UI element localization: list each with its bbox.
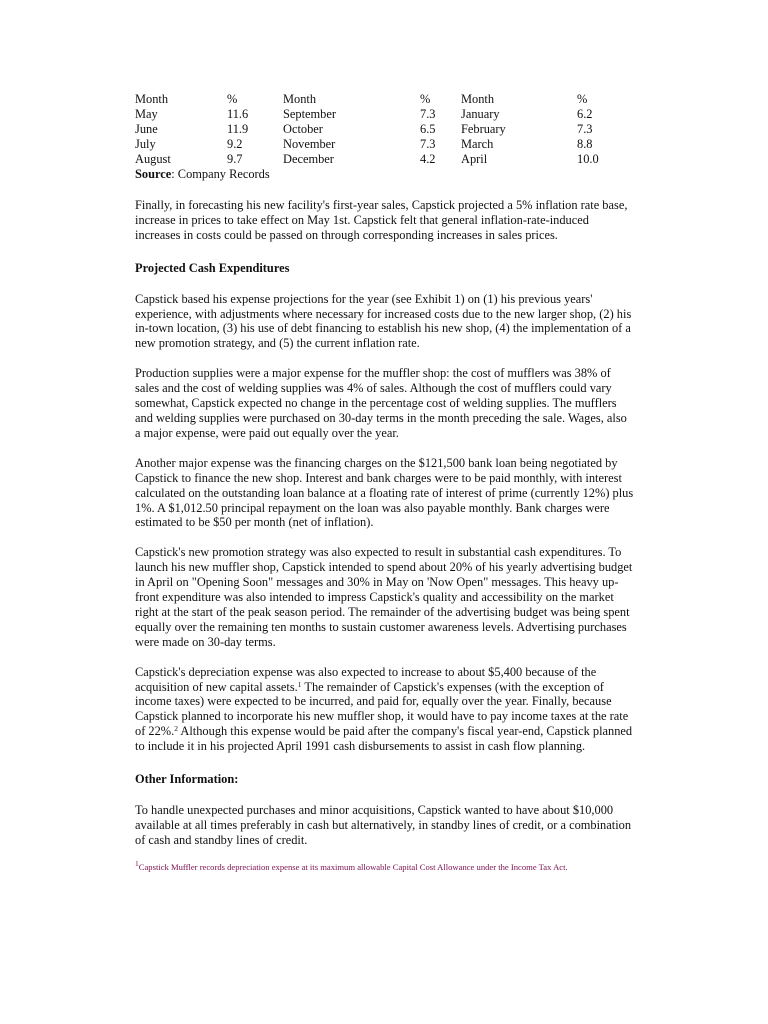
table-cell: 4.2 <box>420 151 436 166</box>
table-cell: 9.7 <box>227 151 243 166</box>
table-cell: 11.6 <box>227 106 249 121</box>
monthly-percentage-table <box>135 92 635 182</box>
table-column <box>461 92 506 166</box>
footnote-ref-2: 2 <box>174 724 178 734</box>
depreciation-text-b: The remainder of Capstick's expenses (with the exception of income taxes) were expected to be incurred, and paid for, equally over the year. Finally, because Capstick planned to incorporate his new muffler shop, it would have to pay income taxes at the rate of 22%. <box>135 679 629 739</box>
depreciation-text-c: Although this expense would be paid after the company's fiscal year-end, Capstick planned to include it in his projected April 1991 cash disbursements to assist in cash flow planning. <box>135 724 633 754</box>
table-cell: December <box>283 151 334 166</box>
table-header: % <box>227 92 238 106</box>
table-header: % <box>577 92 588 106</box>
financing-paragraph: Another major expense was the financing charges on the $121,500 bank loan being negotiated by Capstick to finance the new shop. Interest and bank charges were to be paid monthly, with interest calculated on the outstanding loan balance at a floating rate of interest of prime (currently 12%) plus 1%. A $1,012.50 principal repayment on the loan was also payable monthly. Bank charges were estimated to be $50 per month (net of inflation). <box>135 455 634 530</box>
table-cell: 9.2 <box>227 136 243 151</box>
table-header: Month <box>135 92 169 106</box>
table-cell: November <box>283 136 336 151</box>
document-page <box>135 92 635 873</box>
source-text: : Company Records <box>171 166 270 181</box>
depreciation-text-a: Capstick's depreciation expense was also expected to increase to about $5,400 because of the acquisition of new capital assets. <box>135 664 597 694</box>
table-column <box>577 92 599 166</box>
table-cell: 11.9 <box>227 121 249 136</box>
footnote-text: Capstick Muffler records depreciation expense at its maximum allowable Capital Cost Allowance under the Income Tax Act. <box>138 861 568 872</box>
table-column <box>420 92 436 166</box>
table-source <box>135 167 270 182</box>
table-column <box>227 92 248 166</box>
other-information-heading: Other Information: <box>135 772 239 787</box>
footnote-ref-1: 1 <box>297 679 302 689</box>
table-cell: 7.3 <box>420 106 436 121</box>
table-cell: June <box>135 121 158 136</box>
depreciation-paragraph <box>135 665 635 754</box>
table-cell: 7.3 <box>420 136 436 151</box>
table-cell: 10.0 <box>577 151 599 166</box>
table-cell: 7.3 <box>577 121 593 136</box>
table-cell: 6.2 <box>577 106 593 121</box>
table-header: Month <box>461 92 495 106</box>
table-cell: August <box>135 151 171 166</box>
unexpected-purchases-paragraph: To handle unexpected purchases and minor acquisitions, Capstick wanted to have about $10,000 available at all times preferably in cash but alternatively, in standby lines of credit, or a combination of cash and standby lines of credit. <box>135 803 632 847</box>
table-cell: September <box>283 106 336 121</box>
forecast-paragraph: Finally, in forecasting his new facility's first-year sales, Capstick projected a 5% inflation rate base, increase in prices to take effect on May 1st. Capstick felt that general inflation-rate-induced increases in costs could be passed on through corresponding increases in sales prices. <box>135 198 628 242</box>
table-cell: February <box>461 121 506 136</box>
table-cell: March <box>461 136 494 151</box>
table-column <box>283 92 336 166</box>
table-cell: January <box>461 106 500 121</box>
table-cell: July <box>135 136 156 151</box>
expense-basis-paragraph: Capstick based his expense projections for the year (see Exhibit 1) on (1) his previous years' experience, with adjustments where necessary for increased costs due to the new larger shop, (2) his in-town location, (3) his use of debt financing to establish his new shop, (4) the implementation of a new promotion strategy, and (5) the current inflation rate. <box>135 291 632 351</box>
table-column <box>135 92 171 166</box>
table-cell: 6.5 <box>420 121 436 136</box>
table-cell: October <box>283 121 323 136</box>
table-cell: 8.8 <box>577 136 593 151</box>
footnote-marker: 1 <box>135 858 139 868</box>
source-label: Source <box>135 166 172 181</box>
table-cell: April <box>461 151 488 166</box>
table-header: % <box>420 92 431 106</box>
table-cell: May <box>135 106 158 121</box>
projected-cash-heading: Projected Cash Expenditures <box>135 260 290 275</box>
table-header: Month <box>283 92 317 106</box>
footnote <box>135 858 635 873</box>
production-supplies-paragraph: Production supplies were a major expense for the muffler shop: the cost of mufflers was 38% of sales and the cost of welding supplies was 4% of sales. Although the cost of mufflers could vary somewhat, Capstick expected no change in the percentage cost of welding supplies. The mufflers and welding supplies were purchased on 30-day terms in the month preceding the sale. Wages, also a major expense, were paid out equally over the year. <box>135 366 627 440</box>
promotion-paragraph: Capstick's new promotion strategy was also expected to result in substantial cash expenditures. To launch his new muffler shop, Capstick intended to spend about 20% of his yearly advertising budget in April on "Opening Soon" messages and 30% in May on 'Now Open" messages. This heavy up-front expenditure was also intended to impress Capstick's quality and accessibility on the market right at the start of the peak season period. The remainder of the advertising budget was being spent equally over the remaining ten months to sustain customer awareness levels. Advertising purchases were made on 30-day terms. <box>135 545 633 649</box>
